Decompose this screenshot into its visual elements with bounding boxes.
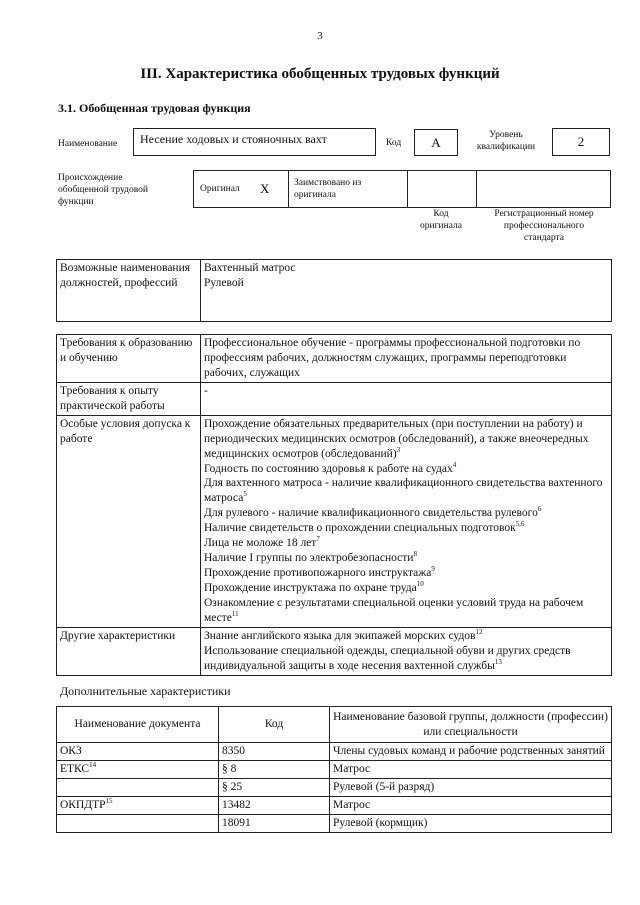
name-label: Наименование [58, 139, 118, 149]
header-document: Наименование документа [57, 707, 219, 743]
footnote-ref: 15 [105, 796, 113, 805]
special-condition-item [204, 506, 608, 521]
base-group-cell: Матрос [330, 796, 612, 814]
function-name-value: Несение ходовых и стояночных вахт [140, 132, 327, 146]
other-characteristic-item-text: Использование специальной одежды, специальной обуви и других средств индивидуальной защиты в ходе несения вахтенной службы [204, 644, 571, 672]
special-condition-item-text: Для рулевого - наличие квалификационного свидетельства рулевого [204, 507, 538, 520]
other-characteristic-item [204, 629, 608, 644]
special-condition-item-text: Лица не моложе 18 лет [204, 537, 317, 550]
borrowed-label-line2: оригинала [294, 189, 336, 200]
registration-caption-line1: Регистрационный номер [494, 209, 594, 219]
table-row [57, 796, 612, 814]
function-name-field [133, 128, 376, 156]
level-value: 2 [577, 134, 585, 149]
footnote-ref: 7 [316, 535, 320, 544]
other-characteristic-item-text: Знание английского языка для экипажей морских судов [204, 629, 476, 642]
original-code-cell [407, 171, 477, 207]
level-label-line2: квалификации [476, 141, 536, 152]
borrowed-label-line1: Заимствовано из [294, 178, 362, 188]
special-condition-item [204, 596, 608, 626]
other-characteristic-item [204, 644, 608, 674]
positions-table [56, 259, 612, 322]
requirements-table [56, 334, 612, 676]
special-condition-item [204, 476, 608, 506]
origin-label [58, 173, 148, 209]
footnote-ref: 13 [494, 657, 502, 666]
origin-label-line2: обобщенной трудовой [58, 184, 148, 195]
table-row [57, 760, 612, 778]
base-group-cell: Члены судовых команд и рабочие родственных занятий [330, 743, 612, 761]
code-cell: 13482 [219, 796, 330, 814]
footnote-ref: 5 [243, 490, 247, 499]
registration-number-cell [476, 171, 610, 207]
experience-value: - [201, 382, 612, 415]
additional-rows [57, 743, 612, 833]
function-code-field [414, 129, 458, 156]
table-row [57, 778, 612, 796]
level-label-line1: Уровень [489, 130, 523, 140]
section-title: III. Характеристика обобщенных трудовых функций [140, 66, 500, 82]
special-condition-item-text: Ознакомление с результатами специальной оценки условий труда на рабочем месте [204, 596, 584, 624]
level-field [552, 128, 610, 156]
position-item: Вахтенный матрос [204, 262, 296, 274]
origin-label-line3: функции [58, 196, 94, 207]
code-cell: 18091 [219, 814, 330, 832]
header-base-group: Наименование базовой группы, должности (профессии) или специальности [330, 707, 612, 743]
education-value: Профессиональное обучение - программы профессиональной подготовки по профессиям рабочих, должностям служащих, программы переподготовки рабочих, служащих [201, 335, 612, 383]
other-characteristics-label: Другие характеристики [57, 627, 201, 675]
additional-table [56, 706, 612, 833]
footnote-ref: 3 [396, 445, 401, 454]
footnote-ref: 9 [431, 565, 435, 574]
special-conditions-label: Особые условия допуска к работе [57, 415, 201, 627]
footnote-ref: 12 [475, 627, 483, 636]
special-condition-item [204, 521, 608, 536]
special-condition-item-text: Прохождение инструктажа по охране труда [204, 582, 417, 594]
special-condition-item-text: Годность по состоянию здоровья к работе на судах [204, 462, 453, 475]
special-condition-item-text: Прохождение противопожарного инструктажа [204, 567, 432, 580]
footnote-ref: 4 [452, 460, 457, 469]
original-code-caption-line2: оригинала [420, 220, 462, 231]
footnote-ref: 6 [537, 505, 542, 514]
special-condition-item-text: Для вахтенного матроса - наличие квалификационного свидетельства вахтенного матроса [204, 477, 603, 505]
original-label: Оригинал [200, 184, 240, 194]
origin-label-line1: Происхождение [58, 173, 123, 183]
level-label [466, 130, 546, 154]
positions-values [201, 260, 612, 322]
footnote-ref: 11 [231, 610, 239, 619]
document-cell: ОКЗ [57, 743, 219, 761]
special-condition-item [204, 551, 608, 566]
table-row [57, 743, 612, 761]
special-condition-item [204, 536, 608, 551]
code-label: Код [386, 138, 402, 148]
special-condition-item [204, 462, 608, 477]
document-cell [57, 778, 219, 796]
other-characteristics-list [201, 627, 612, 675]
special-condition-item [204, 581, 608, 596]
special-condition-item-text: Наличие свидетельств о прохождении специальных подготовок [204, 522, 516, 535]
subsection-title: 3.1. Обобщенная трудовая функция [58, 101, 251, 115]
footnote-ref: 10 [416, 580, 424, 589]
origin-box [193, 170, 611, 208]
function-code-value: A [431, 135, 441, 150]
positions-label: Возможные наименования должностей, профессий [57, 260, 201, 322]
registration-caption-line2: профессионального [503, 220, 585, 231]
additional-title: Дополнительные характеристики [60, 684, 231, 698]
original-mark: X [260, 181, 270, 196]
experience-label: Требования к опыту практической работы [57, 382, 201, 415]
special-condition-item [204, 417, 608, 462]
table-row [57, 814, 612, 832]
position-item: Рулевой [204, 276, 244, 289]
special-condition-item-text: Прохождение обязательных предварительных (при поступлении на работу) и периодических медицинских осмотров (обследований), а также внеочередных медицинских осмотров (обследований) [204, 417, 589, 460]
document-cell: ЕТКС$^{14}$ [57, 760, 219, 778]
base-group-cell: Рулевой (кормщик) [330, 814, 612, 832]
footnote-ref: 5,6 [515, 520, 525, 529]
special-conditions-list [201, 415, 612, 627]
code-cell: 8350 [219, 743, 330, 761]
footnote-ref: 14 [89, 761, 97, 770]
original-code-caption-line1: Код [433, 209, 449, 219]
special-condition-item [204, 566, 608, 581]
base-group-cell: Рулевой (5-й разряд) [330, 778, 612, 796]
code-cell: § 25 [219, 778, 330, 796]
page-number: 3 [317, 30, 323, 42]
document-cell [57, 814, 219, 832]
header-code: Код [219, 707, 330, 743]
original-cell [194, 171, 289, 207]
education-label: Требования к образованию и обучению [57, 335, 201, 383]
base-group-cell: Матрос [330, 760, 612, 778]
code-cell: § 8 [219, 760, 330, 778]
registration-caption-line3: стандарта [524, 232, 564, 243]
document-cell: ОКПДТР$^{15}$ [57, 796, 219, 814]
footnote-ref: 8 [413, 550, 417, 559]
special-condition-item-text: Наличие I группы по электробезопасности [204, 552, 414, 565]
borrowed-label [294, 178, 361, 202]
registration-caption [478, 209, 610, 245]
original-code-caption [406, 209, 476, 233]
